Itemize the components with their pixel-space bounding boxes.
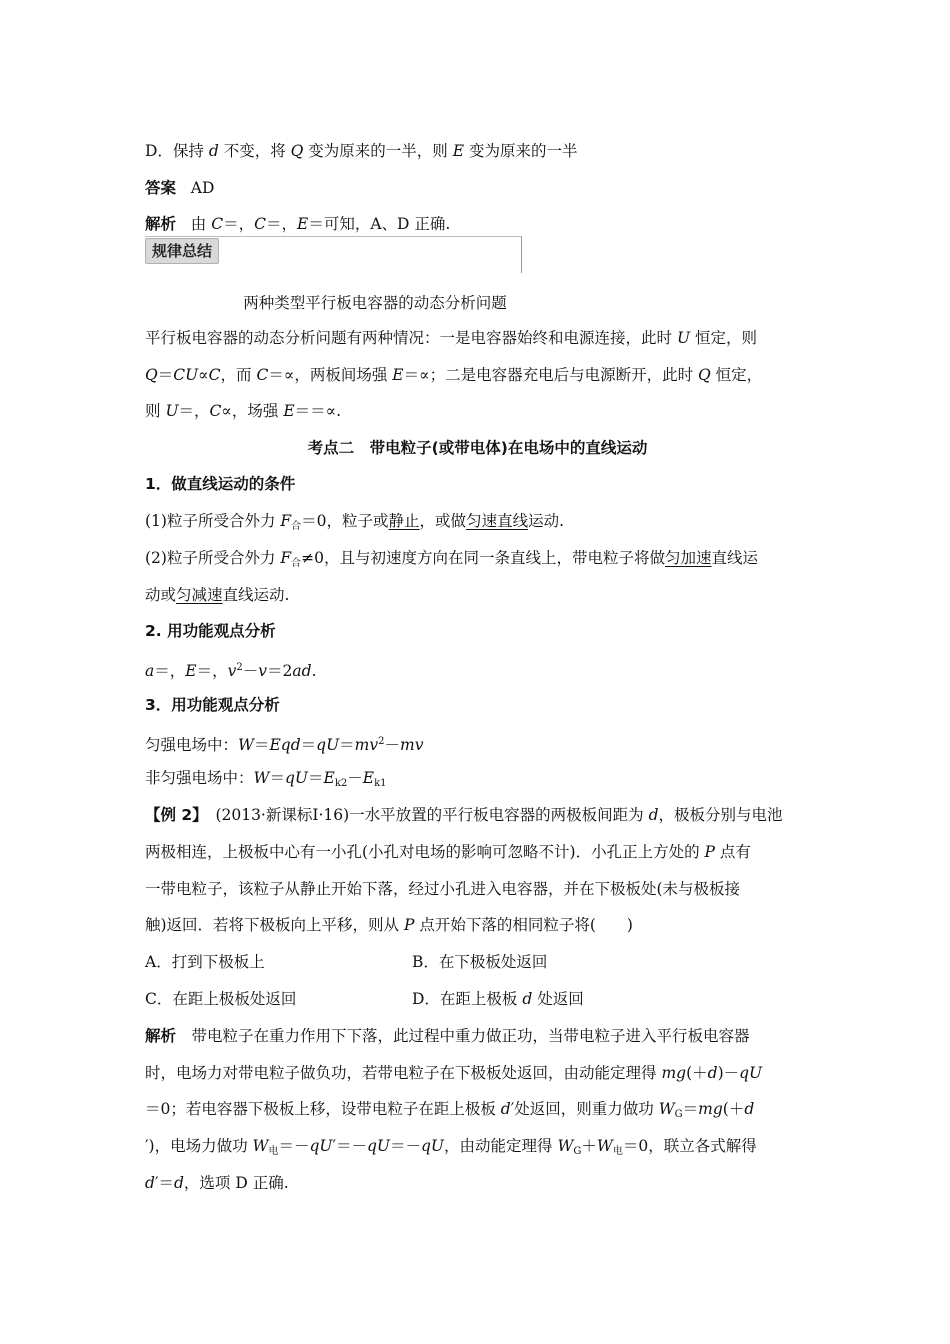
rule-summary-tag: 规律总结 xyxy=(145,238,219,264)
rule-paragraph-line-3: 则 U＝，C∝，场强 E＝＝∝. xyxy=(145,402,342,420)
condition-2-cont: 动或匀减速直线运动. xyxy=(145,586,290,604)
rule-title: 两种类型平行板电容器的动态分析问题 xyxy=(243,294,507,312)
answer-value: AD xyxy=(190,179,215,197)
example-line-1: 【例 2】 (2013·新课标Ⅰ·16)一水平放置的平行板电容器的两极板间距为 d，极板分别与电池 xyxy=(145,806,783,824)
condition-2: (2)粒子所受合外力 $F_合\ne 0$，且与初速度方向在同一条直线上，带电粒子将做匀加速直线运 xyxy=(145,549,759,569)
option-d-previous: D．保持 d 不变，将 Q 变为原来的一半，则 E 变为原来的一半 xyxy=(145,142,578,160)
heading-conditions: 1．做直线运动的条件 xyxy=(145,475,296,493)
formula-uniform-field: 匀强电场中：$W=Eqd=qU=mv^2-mv$ xyxy=(145,736,424,754)
example-line-4: 触)返回．若将下极板向上平移，则从 P 点开始下落的相同粒子将( ) xyxy=(145,916,633,934)
formula-kinematics: a＝，E＝，$v^2-v=2ad$. xyxy=(145,662,317,680)
option-d: D．在距上极板 d 处返回 xyxy=(412,990,584,1008)
heading-analysis-3: 3．用功能观点分析 xyxy=(145,696,280,714)
rule-paragraph-line-1: 平行板电容器的动态分析问题有两种情况：一是电容器始终和电源连接，此时 U 恒定，则 xyxy=(145,329,757,347)
solution-line-5: d′＝d，选项 D 正确. xyxy=(145,1174,289,1192)
example-tag: 【例 2】 xyxy=(145,806,200,824)
example-line-2: 两极相连，上极板中心有一小孔(小孔对电场的影响可忽略不计)．小孔正上方处的 P 点有 xyxy=(145,843,751,861)
answer-line xyxy=(145,177,810,199)
analysis-line: 解析 由 C＝，C＝，E＝可知，A、D 正确. xyxy=(145,215,451,233)
solution-line-3: ＝0；若电容器下极板上移，设带电粒子在距上极板 d′处返回，则重力做功 $W_G=mg(+d$ xyxy=(145,1100,755,1120)
option-b: B．在下极板处返回 xyxy=(412,953,548,971)
solution-line-4: ′)，电场力做功 $W_电=-qU'=-qU=-qU$，由动能定理得 $W_G+W_电=0$，联立各式解得 xyxy=(145,1137,757,1157)
condition-1: (1)粒子所受合外力 $F_合=0$，粒子或静止，或做匀速直线运动. xyxy=(145,512,565,532)
solution-line-1: 解析 带电粒子在重力作用下下落，此过程中重力做正功，当带电粒子进入平行板电容器 xyxy=(145,1027,750,1045)
section-title: 考点二 带电粒子(或带电体)在电场中的直线运动 xyxy=(307,439,648,457)
example-line-3: 一带电粒子，该粒子从静止开始下落，经过小孔进入电容器，并在下极板处(未与极板接 xyxy=(145,880,741,898)
rule-paragraph-line-2: Q＝CU∝C，而 C＝∝，两板间场强 E＝∝；二是电容器充电后与电源断开，此时 Q 恒定， xyxy=(145,366,763,384)
answer-label: 答案 xyxy=(145,179,177,197)
heading-analysis-2: 2. 用功能观点分析 xyxy=(145,622,276,640)
formula-nonuniform-field: 非匀强电场中：$W=qU=E_{k2}-E_{k1}$ xyxy=(145,769,387,789)
option-a: A．打到下极板上 xyxy=(145,953,265,971)
option-c: C．在距上极板处返回 xyxy=(145,990,297,1008)
solution-line-2: 时，电场力对带电粒子做负功，若带电粒子在下极板处返回，由动能定理得 mg(＋d)－qU xyxy=(145,1064,763,1082)
